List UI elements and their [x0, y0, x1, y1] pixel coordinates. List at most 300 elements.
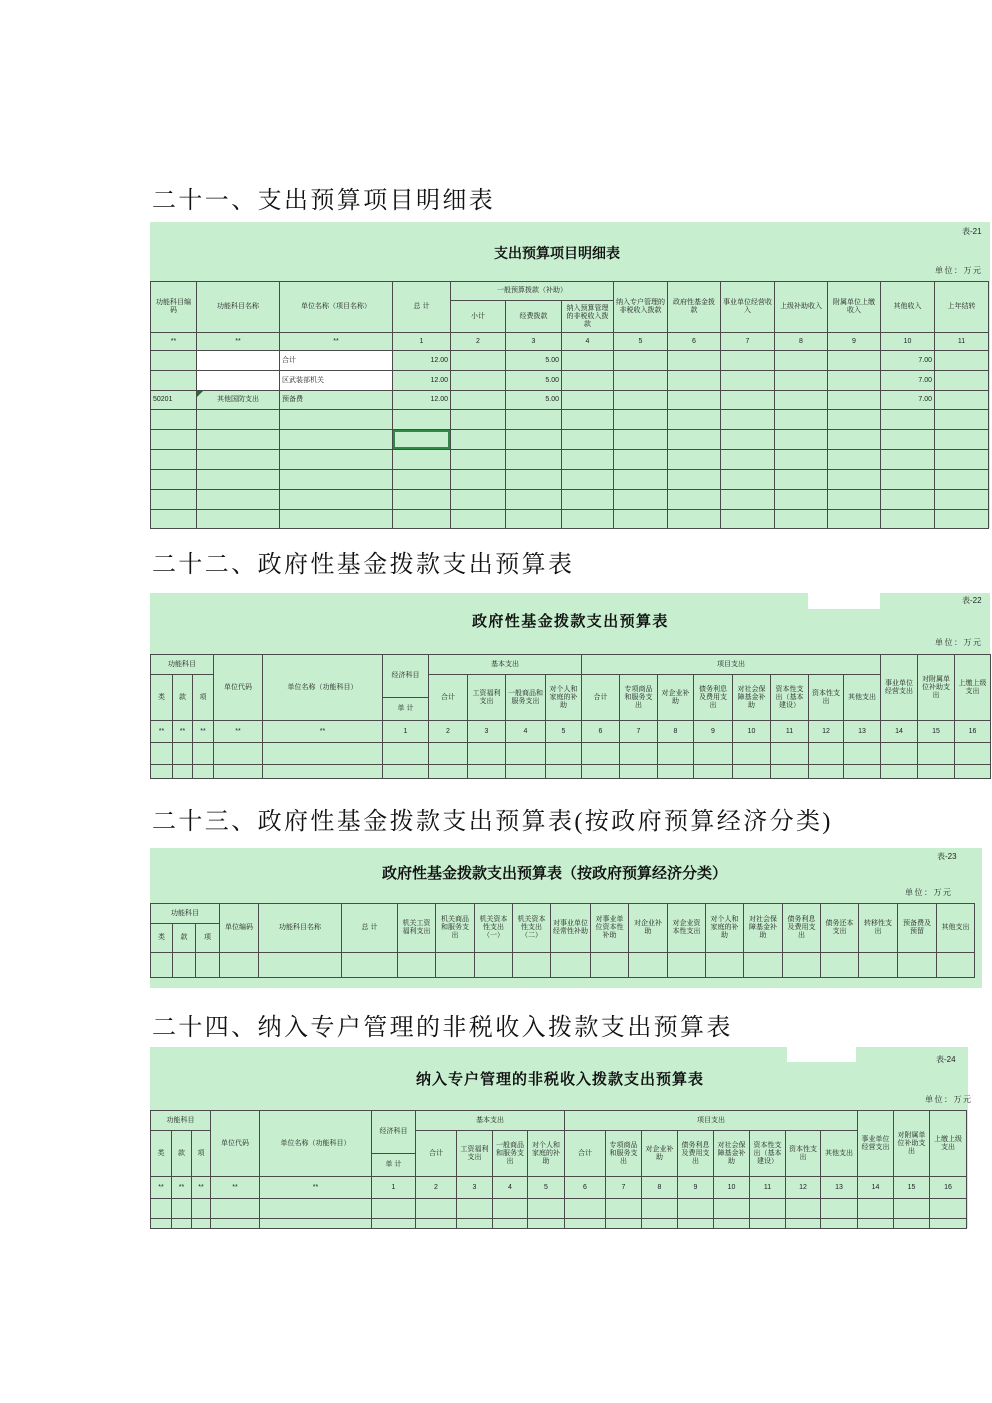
header-social: 对社会保障基金补助: [744, 904, 783, 953]
table-number: 表-22: [962, 596, 982, 605]
empty-cell: [828, 430, 881, 450]
empty-cell: [506, 470, 562, 490]
column-number-cell: 5: [528, 1177, 565, 1199]
header-project: 项目支出: [582, 655, 881, 675]
header-function-subject: 功能科目: [151, 655, 214, 675]
empty-cell: [809, 743, 844, 765]
empty-cell: [451, 490, 506, 510]
empty-cell: [935, 410, 989, 430]
empty-cell: [151, 953, 173, 978]
empty-cell: [151, 765, 173, 779]
empty-row: [151, 1199, 967, 1219]
column-number-cell: 4: [493, 1177, 528, 1199]
empty-cell: [894, 1219, 930, 1229]
expense-project-detail-table: [150, 281, 989, 529]
column-number-cell: 11: [771, 721, 809, 743]
table-cell: 7.00: [881, 371, 935, 391]
empty-cell: [955, 743, 991, 765]
empty-cell: [668, 510, 721, 529]
header-name: 功能科目名称: [197, 282, 280, 333]
table-title: 支出预算项目明细表: [494, 245, 620, 261]
empty-cell: [721, 430, 775, 450]
special-account-nontax-expense-table: [150, 1110, 967, 1229]
column-number-cell: 13: [844, 721, 881, 743]
column-number-cell: 15: [894, 1177, 930, 1199]
empty-cell: [393, 450, 451, 470]
empty-cell: [771, 765, 809, 779]
empty-cell: [828, 410, 881, 430]
empty-cell: [393, 490, 451, 510]
empty-cell: [828, 490, 881, 510]
budget-sheet-23: [150, 848, 982, 988]
empty-cell: [706, 953, 744, 978]
header-affiliated: 对附属单位补助支出: [894, 1111, 930, 1177]
empty-row: [151, 430, 989, 450]
header-goods: 机关商品和服务支出: [436, 904, 475, 953]
empty-cell: [668, 953, 706, 978]
header-capital-2: 机关资本性支出（二）: [513, 904, 551, 953]
column-number-cell: **: [260, 1177, 372, 1199]
column-number-cell: 11: [750, 1177, 786, 1199]
empty-cell: [881, 430, 935, 450]
column-number-cell: 1: [393, 333, 451, 351]
column-number-cell: 2: [429, 721, 468, 743]
table-cell: 12.00: [393, 351, 451, 371]
header-funds: 经费拨款: [506, 301, 562, 333]
column-number-cell: 9: [828, 333, 881, 351]
empty-cell: [668, 450, 721, 470]
header-project-total: 合计: [565, 1131, 606, 1177]
column-number-cell: 6: [582, 721, 620, 743]
header-econ-subject: 经济科目: [372, 1111, 416, 1154]
table-cell: [668, 371, 721, 391]
empty-cell: [197, 450, 280, 470]
empty-cell: [151, 510, 197, 529]
empty-cell: [721, 490, 775, 510]
empty-cell: [582, 765, 620, 779]
column-number-cell: 4: [562, 333, 614, 351]
empty-cell: [565, 1219, 606, 1229]
empty-cell: [393, 510, 451, 529]
empty-row: [151, 510, 989, 529]
header-capital-build: 资本性支出（基本建设）: [750, 1131, 786, 1177]
column-number-cell: **: [151, 721, 173, 743]
empty-cell: [733, 765, 771, 779]
empty-cell: [733, 743, 771, 765]
empty-row: [151, 410, 989, 430]
empty-row: [151, 470, 989, 490]
empty-cell: [383, 743, 429, 765]
empty-cell: [280, 410, 393, 430]
header-special-goods: 专项商品和服务支出: [620, 675, 658, 721]
empty-cell: [172, 1199, 192, 1219]
empty-cell: [193, 765, 214, 779]
column-number-cell: 15: [918, 721, 955, 743]
table-cell: [668, 351, 721, 371]
column-number-cell: 6: [565, 1177, 606, 1199]
table-cell: [775, 391, 828, 410]
empty-cell: [416, 1199, 457, 1219]
scan-gap: [787, 1047, 856, 1062]
empty-row: [151, 490, 989, 510]
header-gov-fund: 政府性基金拨款: [668, 282, 721, 333]
empty-cell: [771, 743, 809, 765]
header-reserve: 预备费及预留: [898, 904, 937, 953]
empty-cell: [859, 953, 898, 978]
header-section: 款: [173, 924, 196, 953]
column-number-cell: **: [193, 721, 214, 743]
column-number-cell: **: [173, 721, 193, 743]
empty-cell: [744, 953, 783, 978]
empty-cell: [173, 743, 193, 765]
empty-cell: [506, 765, 546, 779]
empty-cell: [935, 430, 989, 450]
empty-cell: [151, 490, 197, 510]
header-function-subject: 功能科目: [151, 904, 220, 924]
table-cell: [197, 371, 280, 391]
column-number-cell: 6: [668, 333, 721, 351]
empty-cell: [416, 1219, 457, 1229]
empty-cell: [668, 470, 721, 490]
unit-label: 单位：万元: [925, 1095, 973, 1104]
column-number-cell: 13: [821, 1177, 858, 1199]
budget-sheet-21: [150, 222, 990, 528]
header-single-total: 单 计: [383, 698, 429, 721]
header-unit-code: 单位代码: [214, 655, 263, 721]
table-cell: [614, 391, 668, 410]
empty-cell: [828, 470, 881, 490]
column-number-row: [151, 721, 991, 743]
empty-cell: [721, 450, 775, 470]
column-number-cell: 5: [546, 721, 582, 743]
empty-cell: [935, 490, 989, 510]
column-number-cell: 10: [733, 721, 771, 743]
section-heading-24: 二十四、纳入专户管理的非税收入拨款支出预算表: [152, 1015, 733, 1041]
header-basic-total: 合计: [429, 675, 468, 721]
header-category: 类: [151, 924, 173, 953]
empty-cell: [551, 953, 591, 978]
column-number-cell: **: [197, 333, 280, 351]
empty-cell: [562, 450, 614, 470]
empty-cell: [151, 743, 173, 765]
empty-cell: [881, 470, 935, 490]
header-general: 一般预算拨款（补助）: [451, 282, 614, 301]
empty-cell: [451, 450, 506, 470]
header-special-nontax: 纳入专户管理的非税收入拨款: [614, 282, 668, 333]
empty-cell: [260, 1219, 372, 1229]
header-category: 类: [151, 675, 173, 721]
header-basic: 基本支出: [416, 1111, 565, 1131]
column-number-cell: 10: [714, 1177, 750, 1199]
empty-cell: [383, 765, 429, 779]
column-number-cell: 12: [786, 1177, 821, 1199]
empty-cell: [642, 1219, 678, 1229]
empty-cell: [528, 1219, 565, 1229]
empty-cell: [151, 430, 197, 450]
empty-cell: [918, 743, 955, 765]
empty-cell: [614, 510, 668, 529]
empty-cell: [457, 1219, 493, 1229]
table-cell: [721, 371, 775, 391]
table-cell: 5.00: [506, 371, 562, 391]
empty-cell: [783, 953, 821, 978]
table-cell: [721, 391, 775, 410]
empty-cell: [694, 765, 733, 779]
empty-cell: [821, 1219, 858, 1229]
empty-cell: [775, 490, 828, 510]
header-inst-capital: 对事业单位资本性补助: [591, 904, 629, 953]
empty-cell: [506, 430, 562, 450]
header-econ-subject: 经济科目: [383, 655, 429, 698]
column-number-cell: 8: [658, 721, 694, 743]
gov-fund-expense-table: [150, 654, 991, 779]
table-cell: [775, 351, 828, 371]
header-debt-interest: 债务利息及费用支出: [678, 1131, 714, 1177]
empty-cell: [614, 490, 668, 510]
header-section: 款: [173, 675, 193, 721]
header-other: 其他收入: [881, 282, 935, 333]
header-superior: 上级补助收入: [775, 282, 828, 333]
empty-cell: [881, 450, 935, 470]
empty-cell: [193, 743, 214, 765]
header-basic-total: 合计: [416, 1131, 457, 1177]
column-number-cell: 1: [372, 1177, 416, 1199]
empty-cell: [658, 765, 694, 779]
empty-cell: [259, 953, 342, 978]
empty-cell: [721, 470, 775, 490]
empty-cell: [614, 450, 668, 470]
column-number-cell: 3: [506, 333, 562, 351]
column-number-cell: 16: [955, 721, 991, 743]
table-number: 表-21: [962, 227, 982, 236]
header-other: 其他支出: [937, 904, 975, 953]
header-personal: 对个人和家庭的补助: [528, 1131, 565, 1177]
header-unit-name: 单位名称（项目名称）: [280, 282, 393, 333]
empty-cell: [582, 743, 620, 765]
budget-sheet-24: [150, 1047, 973, 1228]
empty-cell: [955, 765, 991, 779]
empty-cell: [775, 510, 828, 529]
empty-cell: [372, 1219, 416, 1229]
empty-cell: [468, 765, 506, 779]
header-item: 项: [196, 924, 220, 953]
empty-cell: [562, 470, 614, 490]
empty-cell: [562, 430, 614, 450]
table-cell: [197, 351, 280, 371]
table-cell: 12.00: [393, 391, 451, 410]
empty-cell: [173, 953, 196, 978]
table-cell: [151, 371, 197, 391]
empty-cell: [172, 1219, 192, 1229]
column-number-cell: 7: [620, 721, 658, 743]
empty-cell: [513, 953, 551, 978]
header-superior: 上缴上级支出: [955, 655, 991, 721]
empty-cell: [881, 743, 918, 765]
column-number-cell: 1: [383, 721, 429, 743]
empty-cell: [614, 410, 668, 430]
table-row: [151, 371, 989, 391]
header-row: [151, 1111, 967, 1131]
empty-cell: [591, 953, 629, 978]
table-cell: 合计: [280, 351, 393, 371]
empty-cell: [828, 450, 881, 470]
empty-cell: [935, 450, 989, 470]
header-wages: 工资福利支出: [457, 1131, 493, 1177]
empty-cell: [821, 1199, 858, 1219]
header-project: 项目支出: [565, 1111, 858, 1131]
empty-cell: [280, 490, 393, 510]
header-subtotal: 小计: [451, 301, 506, 333]
empty-cell: [506, 410, 562, 430]
header-inst-regular: 对事业单位经常性补助: [551, 904, 591, 953]
header-social: 对社会保障基金补助: [714, 1131, 750, 1177]
empty-cell: [894, 1199, 930, 1219]
section-heading-21: 二十一、支出预算项目明细表: [152, 188, 496, 214]
table-cell: 5.00: [506, 351, 562, 371]
header-affiliated: 对附属单位补助支出: [918, 655, 955, 721]
empty-cell: [668, 410, 721, 430]
table-number: 表-23: [937, 852, 957, 861]
column-number-cell: 8: [642, 1177, 678, 1199]
column-number-cell: 3: [457, 1177, 493, 1199]
empty-cell: [750, 1219, 786, 1229]
empty-cell: [721, 510, 775, 529]
empty-cell: [197, 490, 280, 510]
column-number-row: [151, 333, 989, 351]
empty-cell: [714, 1199, 750, 1219]
header-budget-nontax: 纳入预算管理的非税收入拨款: [562, 301, 614, 333]
header-basic: 基本支出: [429, 655, 582, 675]
header-social: 对社会保障基金补助: [733, 675, 771, 721]
empty-cell: [881, 410, 935, 430]
empty-cell: [775, 410, 828, 430]
table-header: [151, 282, 989, 333]
empty-cell: [192, 1199, 211, 1219]
empty-cell: [775, 430, 828, 450]
section-heading-23: 二十三、政府性基金拨款支出预算表(按政府预算经济分类): [152, 809, 833, 835]
header-project-total: 合计: [582, 675, 620, 721]
header-func-name: 功能科目名称: [259, 904, 342, 953]
section-heading-22: 二十二、政府性基金拨款支出预算表: [152, 552, 575, 578]
column-number-cell: 16: [930, 1177, 967, 1199]
selected-cell: [393, 430, 451, 450]
empty-cell: [828, 510, 881, 529]
scan-gap: [808, 593, 880, 609]
header-goods: 一般商品和服务支出: [493, 1131, 528, 1177]
column-number-cell: **: [151, 1177, 172, 1199]
empty-cell: [506, 490, 562, 510]
column-number-cell: **: [211, 1177, 260, 1199]
empty-cell: [930, 1219, 967, 1229]
gov-fund-expense-econ-table: [150, 903, 975, 978]
header-debt-interest: 债务利息及费用支出: [694, 675, 733, 721]
header-unit-name: 单位名称（功能科目）: [260, 1111, 372, 1177]
empty-cell: [393, 410, 451, 430]
header-row: [151, 904, 975, 924]
column-number-row: [151, 1177, 967, 1199]
header-enterprise: 对企业补助: [629, 904, 668, 953]
empty-cell: [678, 1199, 714, 1219]
empty-cell: [930, 1199, 967, 1219]
table-header: [151, 655, 991, 721]
header-superior: 上缴上级支出: [930, 1111, 967, 1177]
table-cell: [828, 351, 881, 371]
header-wages: 机关工资福利支出: [398, 904, 436, 953]
table-title: 政府性基金拨款支出预算表（按政府预算经济分类）: [382, 865, 728, 882]
empty-cell: [506, 450, 562, 470]
empty-cell: [151, 1219, 172, 1229]
column-number-cell: 12: [809, 721, 844, 743]
empty-cell: [398, 953, 436, 978]
table-cell: 12.00: [393, 371, 451, 391]
empty-cell: [858, 1219, 894, 1229]
empty-cell: [821, 953, 859, 978]
header-transfer: 转移性支出: [859, 904, 898, 953]
header-row: [151, 655, 991, 675]
empty-cell: [786, 1219, 821, 1229]
empty-cell: [451, 510, 506, 529]
table-cell: [775, 371, 828, 391]
table-cell: 区武装部机关: [280, 371, 393, 391]
empty-cell: [192, 1219, 211, 1229]
unit-label: 单位：万元: [935, 638, 983, 647]
empty-cell: [881, 510, 935, 529]
empty-cell: [372, 1199, 416, 1219]
header-affiliated: 附属单位上缴收入: [828, 282, 881, 333]
unit-label: 单位：万元: [905, 888, 953, 897]
table-cell: 其他国防支出: [197, 391, 280, 410]
empty-cell: [658, 743, 694, 765]
column-number-cell: **: [263, 721, 383, 743]
empty-cell: [451, 410, 506, 430]
empty-cell: [220, 953, 259, 978]
column-number-cell: **: [280, 333, 393, 351]
empty-row: [151, 450, 989, 470]
empty-cell: [546, 765, 582, 779]
header-section: 款: [172, 1131, 192, 1177]
empty-row: [151, 1219, 967, 1229]
empty-cell: [620, 765, 658, 779]
empty-cell: [881, 490, 935, 510]
header-unit-code: 单位代码: [211, 1111, 260, 1177]
header-enterprise: 对企业补助: [658, 675, 694, 721]
empty-cell: [211, 1219, 260, 1229]
empty-cell: [668, 430, 721, 450]
table-cell: 7.00: [881, 391, 935, 410]
table-cell: [828, 391, 881, 410]
header-capital-build: 资本性支出（基本建设）: [771, 675, 809, 721]
empty-cell: [260, 1199, 372, 1219]
header-enterprise-capital: 对企业资本性支出: [668, 904, 706, 953]
empty-row: [151, 765, 991, 779]
table-body: [151, 953, 975, 978]
empty-cell: [263, 743, 383, 765]
table-body: [151, 333, 989, 529]
table-number: 表-24: [936, 1055, 956, 1064]
empty-cell: [506, 743, 546, 765]
empty-cell: [493, 1219, 528, 1229]
empty-cell: [775, 450, 828, 470]
table-cell: [721, 351, 775, 371]
empty-cell: [197, 430, 280, 450]
table-cell: 50201: [151, 391, 197, 410]
unit-label: 单位：万元: [935, 266, 983, 275]
header-other: 其他支出: [844, 675, 881, 721]
empty-cell: [694, 743, 733, 765]
empty-cell: [197, 410, 280, 430]
column-number-cell: 9: [694, 721, 733, 743]
header-biz: 事业单位经营支出: [881, 655, 918, 721]
